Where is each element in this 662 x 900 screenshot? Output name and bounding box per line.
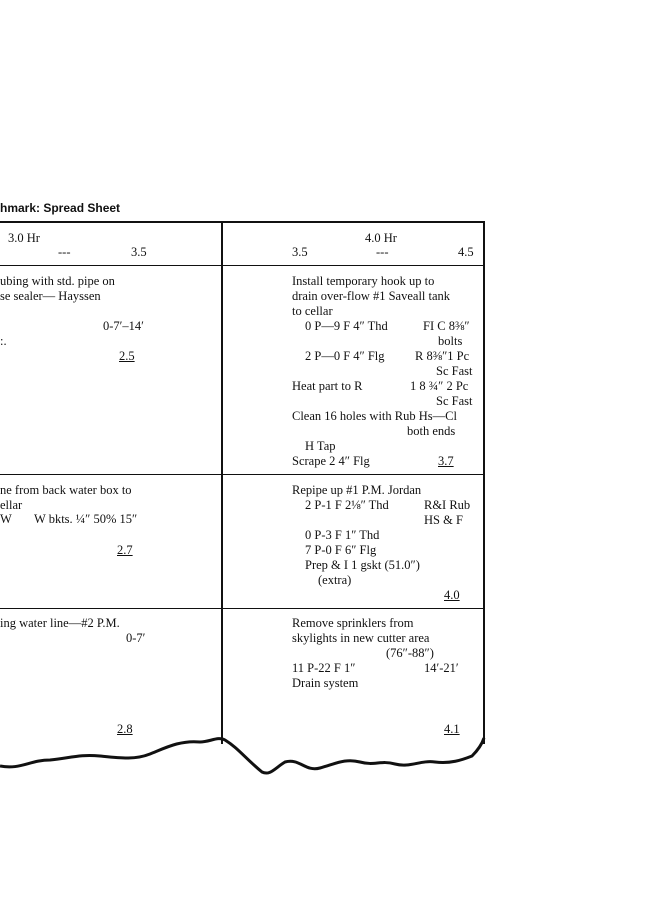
left-row3-line: ing water line—#2 P.M. <box>0 616 120 630</box>
right-row1-item: H Tap <box>305 439 336 453</box>
right-row2-item: Prep & I 1 gskt (51.0″) <box>305 558 420 572</box>
left-row1-line: ubing with std. pipe on <box>0 274 115 288</box>
right-row3-line: skylights in new cutter area <box>292 631 430 645</box>
row-rule-2 <box>0 608 484 609</box>
right-row3-line: Remove sprinklers from <box>292 616 414 630</box>
left-row1-mark: :. <box>0 334 7 348</box>
right-row1-item-note: Sc Fast <box>436 394 473 408</box>
left-row1-total: 2.5 <box>119 349 135 363</box>
right-row3-item: 11 P-22 F 1″ <box>292 661 356 675</box>
left-row1-range: 0-7′–14′ <box>103 319 144 333</box>
right-row1-item: Heat part to R <box>292 379 363 393</box>
right-row1-line: Install temporary hook up to <box>292 274 435 288</box>
right-row2-item: 7 P-0 F 6″ Flg <box>305 543 377 557</box>
left-row2-total: 2.7 <box>117 543 133 557</box>
right-row1-item-note: bolts <box>438 334 463 348</box>
right-dash: --- <box>376 245 389 259</box>
right-row1-item-note: R 8⅜″1 Pc <box>415 349 470 363</box>
table-right-rule <box>483 221 485 744</box>
right-end-header: 4.5 <box>458 245 474 259</box>
left-row3-range: 0-7′ <box>126 631 146 645</box>
right-row1-total: 3.7 <box>438 454 454 468</box>
left-hours-header: 3.0 Hr <box>8 231 40 245</box>
column-divider <box>221 221 223 744</box>
right-row3-total: 4.1 <box>444 722 460 736</box>
right-row1-line: to cellar <box>292 304 333 318</box>
right-row2-line: Repipe up #1 P.M. Jordan <box>292 483 422 497</box>
left-row3-total: 2.8 <box>117 722 133 736</box>
left-row2-line: ne from back water box to <box>0 483 132 497</box>
right-row3-item-note: (76″-88″) <box>386 646 434 660</box>
right-row2-item-note: HS & F <box>424 513 463 527</box>
header-rule <box>0 265 484 266</box>
right-row1-item: Scrape 2 4″ Flg <box>292 454 370 468</box>
right-row1-item-note: FI C 8⅜″ <box>423 319 470 333</box>
right-start-header: 3.5 <box>292 245 308 259</box>
left-row2-line: ellar <box>0 498 23 512</box>
right-row2-item: (extra) <box>318 573 352 587</box>
left-row2-detail-b: W bkts. ¼″ 50% 15″ <box>34 512 138 526</box>
right-row1-item: Clean 16 holes with Rub Hs—Cl <box>292 409 457 423</box>
left-dash: --- <box>58 245 71 259</box>
right-row1-item-note: Sc Fast <box>436 364 473 378</box>
torn-edge <box>0 730 490 790</box>
right-row2-item: 0 P-3 F 1″ Thd <box>305 528 380 542</box>
right-row3-item: Drain system <box>292 676 359 690</box>
page-title: hmark: Spread Sheet <box>0 201 121 215</box>
right-row1-item: 0 P—9 F 4″ Thd <box>305 319 388 333</box>
right-row1-line: drain over-flow #1 Saveall tank <box>292 289 451 303</box>
right-row2-total: 4.0 <box>444 588 460 602</box>
right-row3-item-note: 14′-21′ <box>424 661 459 675</box>
row-rule-1 <box>0 474 484 475</box>
right-hours-header: 4.0 Hr <box>365 231 397 245</box>
right-row1-item: 2 P—0 F 4″ Flg <box>305 349 385 363</box>
right-row1-item-note: both ends <box>407 424 456 438</box>
right-row2-item-note: R&I Rub <box>424 498 471 512</box>
right-row2-item: 2 P-1 F 2⅛″ Thd <box>305 498 389 512</box>
left-value-header: 3.5 <box>131 245 147 259</box>
left-row1-line: se sealer— Hayssen <box>0 289 101 303</box>
left-row2-detail-a: W <box>0 512 12 526</box>
table-top-rule <box>0 221 484 223</box>
right-row1-item-note: 1 8 ¾″ 2 Pc <box>410 379 469 393</box>
